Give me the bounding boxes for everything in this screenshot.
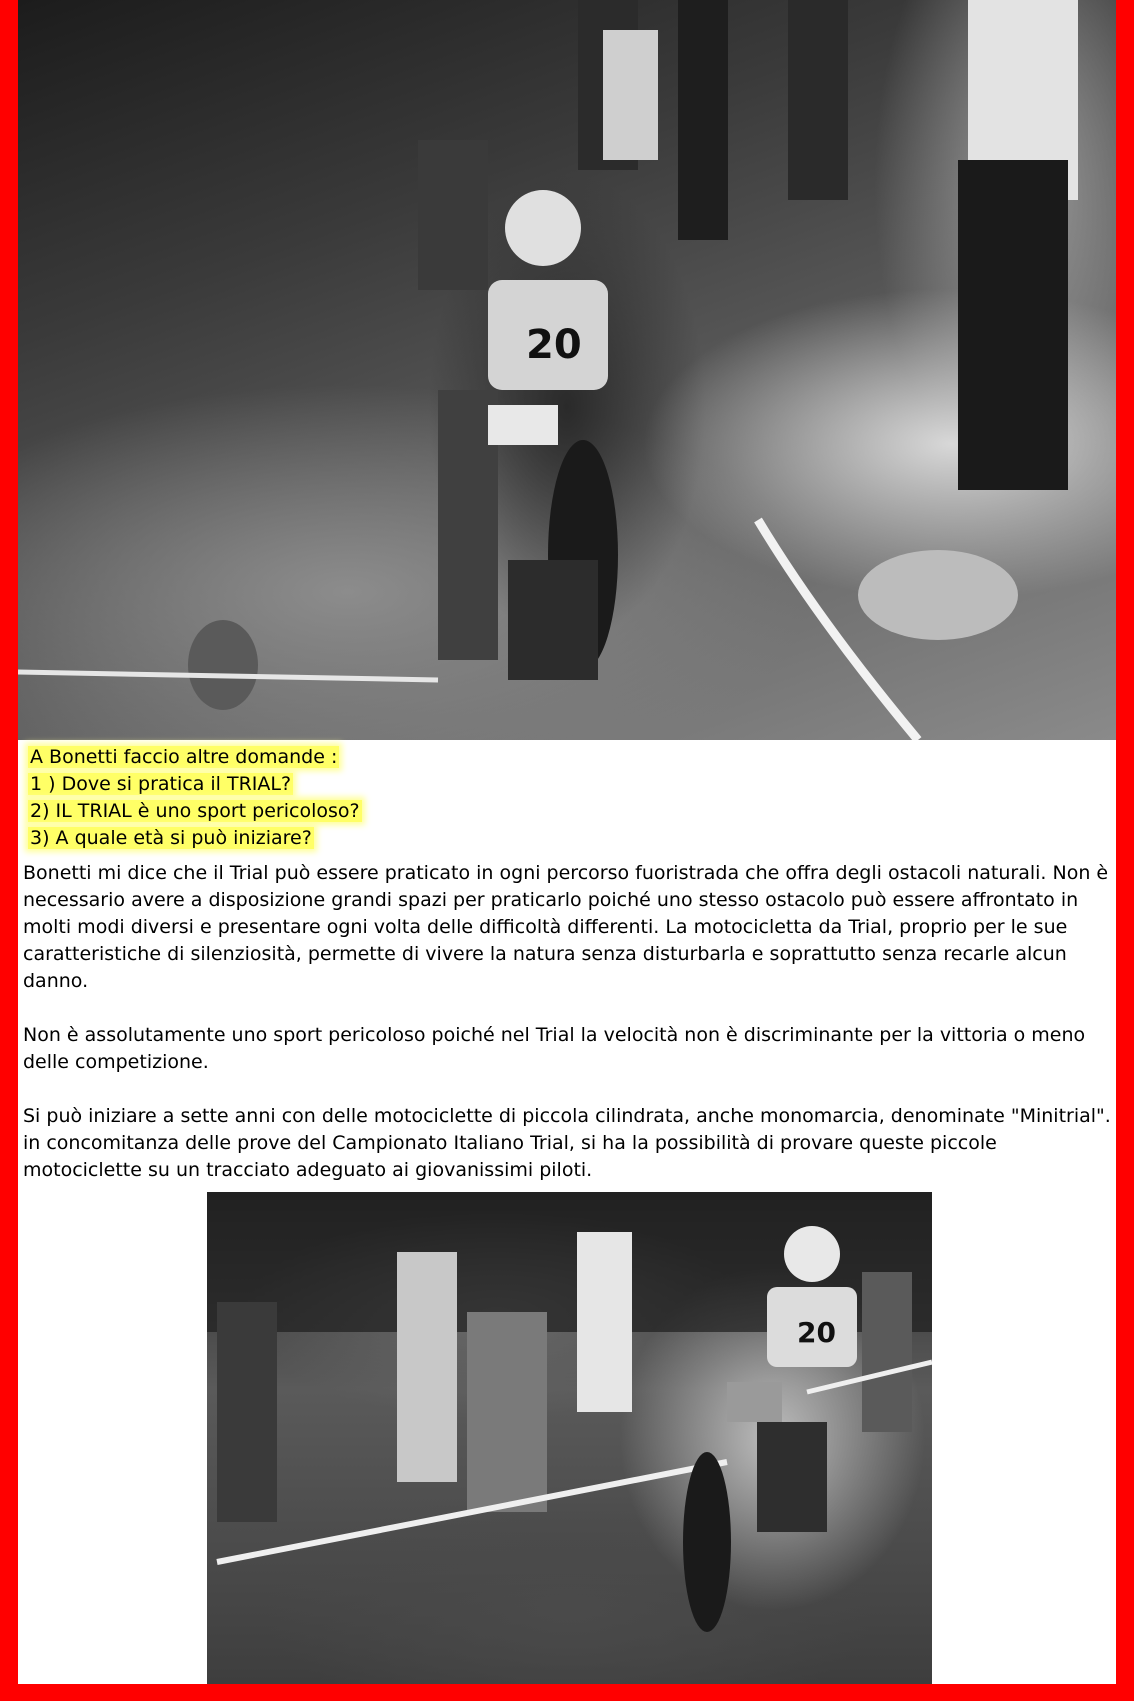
rider-bib-number: 20 [797, 1316, 836, 1349]
page [18, 0, 1116, 1684]
spectator [862, 1272, 912, 1432]
spectator [577, 1232, 632, 1412]
rider-bib-number: 20 [526, 322, 582, 368]
answers-block [23, 860, 1113, 1211]
rider-helmet [505, 190, 581, 266]
spectator [603, 30, 658, 160]
rock [858, 550, 1018, 640]
top-photo-trial-rider [18, 0, 1116, 740]
questions-block [28, 744, 728, 852]
spectator [678, 0, 728, 240]
question-1: 1 ) Dove si pratica il TRIAL? [30, 773, 292, 795]
bottom-photo-scene [207, 1192, 932, 1684]
top-photo-scene [18, 0, 1116, 740]
bike-body [757, 1422, 827, 1532]
rider-helmet [784, 1226, 840, 1282]
bike-number-plate [727, 1382, 782, 1422]
spectator [958, 160, 1068, 490]
rock [188, 620, 258, 710]
answer-paragraph-1: Bonetti mi dice che il Trial può essere praticato in ogni percorso fuoristrada che offra degli ostacoli naturali. Non è necessario avere a disposizione grandi spazi per praticarlo poiché uno stesso ostacolo può essere affrontato in molti modi diversi e presentare ogni volta delle difficoltà differenti. La motocicletta da Trial, proprio per le sue caratteristiche di silenziosità, permette di vivere la natura senza disturbarla e soprattutto senza recarle alcun danno. [23, 862, 1109, 992]
bike-number-plate [488, 405, 558, 445]
answer-paragraph-2: Non è assolutamente uno sport pericoloso poiché nel Trial la velocità non è discriminante per la vittoria o meno delle competizione. [23, 1024, 1086, 1073]
answer-paragraph-3: Si può iniziare a sette anni con delle motociclette di piccola cilindrata, anche monomarcia, denominate "Minitrial". in concomitanza delle prove del Campionato Italiano Trial, si ha la possibilità di provare queste piccole motociclette su un tracciato adeguato ai giovanissimi piloti. [23, 1105, 1111, 1181]
question-3: 3) A quale età si può iniziare? [30, 827, 312, 849]
spectator [418, 140, 488, 290]
bike-front-wheel [683, 1452, 731, 1632]
spectator-photographer [467, 1312, 547, 1512]
spectator [217, 1302, 277, 1522]
bottom-photo-trial-rider [207, 1192, 932, 1684]
spectator [788, 0, 848, 200]
spectator [397, 1252, 457, 1482]
bike-engine [508, 560, 598, 680]
question-2: 2) IL TRIAL è uno sport pericoloso? [30, 800, 360, 822]
question-intro: A Bonetti faccio altre domande : [30, 746, 338, 768]
